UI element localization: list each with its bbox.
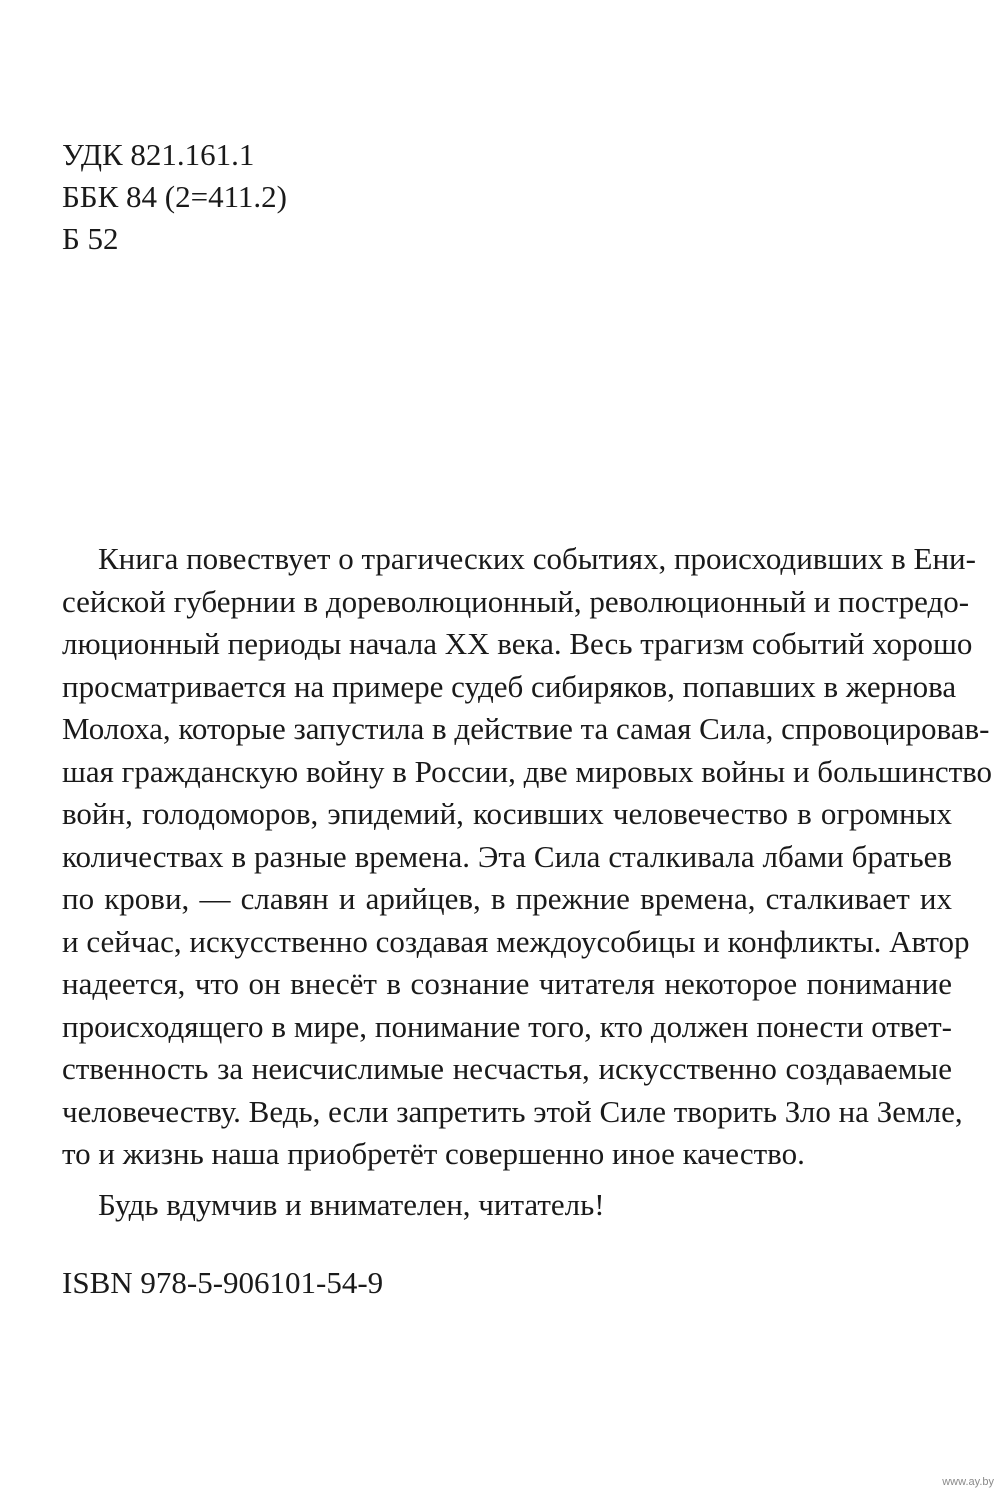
classification-codes	[62, 134, 287, 260]
udk-code: УДК 821.161.1	[62, 137, 255, 172]
isbn: ISBN 978-5-906101-54-9	[62, 1265, 384, 1300]
annotation-line: ственность за неисчислимые несчастья, искусственно создаваемые	[62, 1051, 952, 1086]
watermark: www.ay.by	[942, 1476, 994, 1488]
annotation-line: происходящего в мире, понимание того, кто должен понести ответ-	[62, 1008, 952, 1044]
annotation-line: просматривается на примере судеб сибиряков, попавших в жернова	[62, 668, 957, 704]
annotation-paragraph	[62, 538, 993, 1176]
annotation-line: Молоха, которые запустила в действие та самая Сила, спровоцировав-	[62, 711, 990, 746]
annotation-line: и сейчас, искусственно создавая междоусобицы и конфликты. Автор	[62, 923, 970, 959]
annotation-line: сейской губернии в дореволюционный, революционный и постредо-	[62, 583, 970, 619]
closing-line: Будь вдумчив и внимателен, читатель!	[98, 1186, 605, 1222]
annotation-line: то и жизнь наша приобретёт совершенно иное качество.	[62, 1136, 805, 1171]
bbk-code: ББК 84 (2=411.2)	[62, 179, 288, 214]
author-mark: Б 52	[62, 221, 119, 256]
annotation-line: количествах в разные времена. Эта Сила сталкивала лбами братьев	[62, 838, 952, 874]
annotation-line: Книга повествует о трагических событиях, происходивших в Ени-	[98, 541, 976, 576]
annotation-line: шая гражданскую войну в России, две мировых войны и большинство	[62, 753, 993, 789]
annotation-line: люционный периоды начала XX века. Весь трагизм событий хорошо	[62, 626, 973, 661]
annotation	[62, 538, 993, 1226]
annotation-line: войн, голодоморов, эпидемий, косивших человечество в огромных	[62, 796, 952, 831]
annotation-line: надеется, что он внесёт в сознание читателя некоторое понимание	[62, 966, 952, 1001]
annotation-line: человечеству. Ведь, если запретить этой Силе творить Зло на Земле,	[62, 1093, 963, 1129]
annotation-line: по крови, — славян и арийцев, в прежние времена, сталкивает их	[62, 881, 952, 916]
